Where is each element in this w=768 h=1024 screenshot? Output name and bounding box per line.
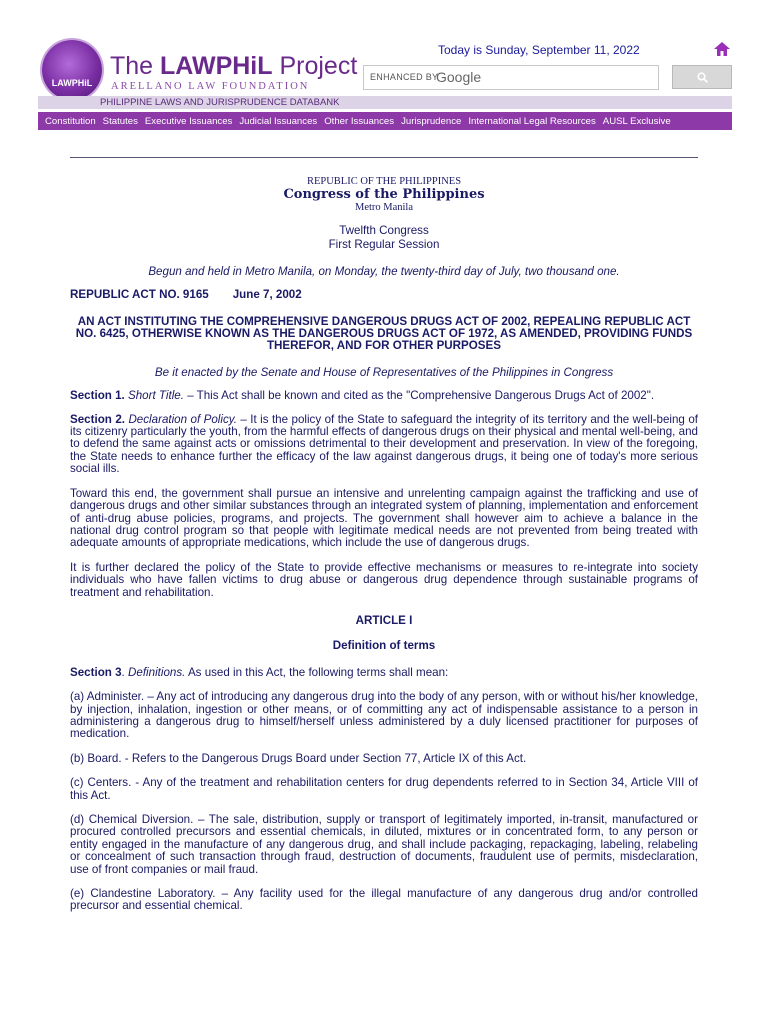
divider: [70, 157, 698, 158]
nav-executive-issuances[interactable]: Executive Issuances: [144, 115, 233, 127]
nav-judicial-issuances[interactable]: Judicial Issuances: [239, 115, 318, 127]
nav-other-issuances[interactable]: Other Issuances: [324, 115, 395, 127]
site-title[interactable]: [110, 52, 357, 81]
congress-heading: Congress of the Philippines: [283, 187, 485, 202]
nav-constitution[interactable]: Constitution: [45, 115, 96, 127]
republic-heading: REPUBLIC OF THE PHILIPPINES: [306, 176, 462, 187]
definition-d: (d) Chemical Diversion. – The sale, distribution, supply or transport of legitimately imported, in-transit, manufactured or procured controlled precursors and essential chemicals, in diluted, mixtures or in concentrated form, to any person or entity engaged in the manufacture of any dangerous drug, and shall include packaging, repackaging, labeling, relabeling or concealment of such transaction through fraud, destruction of documents, fraudulent use of permits, misdeclaration, use of front companies or mail fraud.: [70, 813, 698, 876]
section-1-title: Short Title.: [128, 389, 184, 403]
section-3: [70, 667, 698, 679]
logo-text: LAWPHiL: [51, 78, 93, 88]
section-1-text: – This Act shall be known and cited as the "Comprehensive Dangerous Drugs Act of 2002".: [183, 389, 655, 403]
section-2-label: Section 2.: [70, 412, 125, 426]
nav-ausl-exclusive[interactable]: AUSL Exclusive: [602, 115, 671, 127]
act-title: AN ACT INSTITUTING THE COMPREHENSIVE DANGEROUS DRUGS ACT OF 2002, REPEALING REPUBLIC ACT NO. 6425, OTHERWISE KNOWN AS THE DANGEROUS DRUGS ACT OF 1972, AS AMENDED, PROVIDING FUNDS THEREFOR, AND FOR OTHER PURPOSES: [75, 314, 693, 353]
nav-statutes[interactable]: Statutes: [102, 115, 138, 127]
main-nav: [38, 112, 732, 130]
document-body: [70, 176, 698, 913]
home-icon[interactable]: [714, 42, 730, 56]
article-heading: ARTICLE I: [355, 613, 413, 627]
paragraph-further: It is further declared the policy of the State to provide effective mechanisms or measures to re-integrate into society individuals who have fallen victims to drug abuse or dangerous drug dependence through sustainable programs of treatment and rehabilitation.: [70, 560, 698, 599]
site-header: [0, 0, 768, 112]
databank-bar: [38, 96, 732, 109]
begun-statement: Begun and held in Metro Manila, on Monday, the twenty-third day of July, two thousand one.: [148, 264, 620, 278]
title-bold: LAWPHiL: [160, 52, 273, 80]
definition-e: (e) Clandestine Laboratory. – Any facility used for the illegal manufacture of any dangerous drug and/or controlled precursor and essential chemical.: [70, 887, 698, 913]
enacting-clause: Be it enacted by the Senate and House of Representatives of the Philippines in Congress: [154, 365, 614, 379]
congress-number: Twelfth Congress: [339, 224, 429, 237]
lawphil-logo[interactable]: [42, 40, 102, 100]
nav-jurisprudence[interactable]: Jurisprudence: [401, 115, 462, 127]
section-3-label: Section 3: [70, 665, 122, 679]
section-2-title: Declaration of Policy.: [128, 412, 237, 426]
section-2: [70, 414, 698, 476]
section-3-text: As used in this Act, the following terms shall mean:: [185, 665, 449, 679]
nav-international-legal-resources[interactable]: International Legal Resources: [468, 115, 596, 127]
search-icon: [697, 72, 708, 83]
act-date: June 7, 2002: [232, 288, 302, 302]
databank-label: PHILIPPINE LAWS AND JURISPRUDENCE DATABANK: [100, 97, 340, 108]
act-number: REPUBLIC ACT NO. 9165: [70, 288, 209, 302]
section-3-dot: .: [121, 665, 128, 679]
act-number-line: [70, 289, 698, 301]
search-button[interactable]: [672, 65, 732, 89]
google-brand: Google: [436, 69, 482, 85]
article-title: Definition of terms: [332, 639, 436, 653]
title-prefix: The: [110, 52, 161, 80]
site-subtitle: ARELLANO LAW FOUNDATION: [111, 81, 310, 92]
section-3-title: Definitions.: [128, 665, 186, 679]
section-1-label: Section 1.: [70, 389, 125, 403]
search-input[interactable]: [363, 65, 659, 90]
session-label: First Regular Session: [328, 238, 440, 252]
current-date: Today is Sunday, September 11, 2022: [438, 43, 640, 57]
section-1: [70, 390, 698, 402]
definition-b: (b) Board. - Refers to the Dangerous Drugs Board under Section 77, Article IX of this Act.: [70, 751, 527, 765]
definition-a: (a) Administer. – Any act of introducing any dangerous drug into the body of any person, with or without his/her knowledge, by injection, inhalation, ingestion or other means, or of committing any act of indispensable assistance to a person in administering a dangerous drug to himself/herself unless administered by a duly licensed practitioner for purposes of medication.: [70, 690, 698, 741]
definition-c: (c) Centers. - Any of the treatment and rehabilitation centers for drug dependents referred to in Section 34, Article VIII of this Act.: [70, 776, 698, 802]
city-heading: Metro Manila: [354, 202, 414, 213]
title-suffix: Project: [272, 52, 358, 80]
paragraph-toward: Toward this end, the government shall pursue an intensive and unrelenting campaign against the trafficking and use of dangerous drugs and other similar substances through an integrated system of planning, implementation and enforcement of anti-drug abuse policies, programs, and projects. The government shall however aim to achieve a balance in the national drug control program so that people with legitimate medical needs are not prevented from being treated with adequate amounts of appropriate medications, which include the use of dangerous drugs.: [70, 486, 698, 550]
section-2-text: – It is the policy of the State to safeguard the integrity of its territory and the well-being of its citizenry particularly the youth, from the harmful effects of dangerous drugs on their physical and mental well-being, and to defend the same against acts or omissions detrimental to their development and preservation. In view of the foregoing, the State needs to enhance further the efficacy of the law against dangerous drugs, it being one of today's more serious social ills.: [70, 412, 698, 476]
search-enhanced-label: ENHANCED BY: [370, 72, 439, 82]
